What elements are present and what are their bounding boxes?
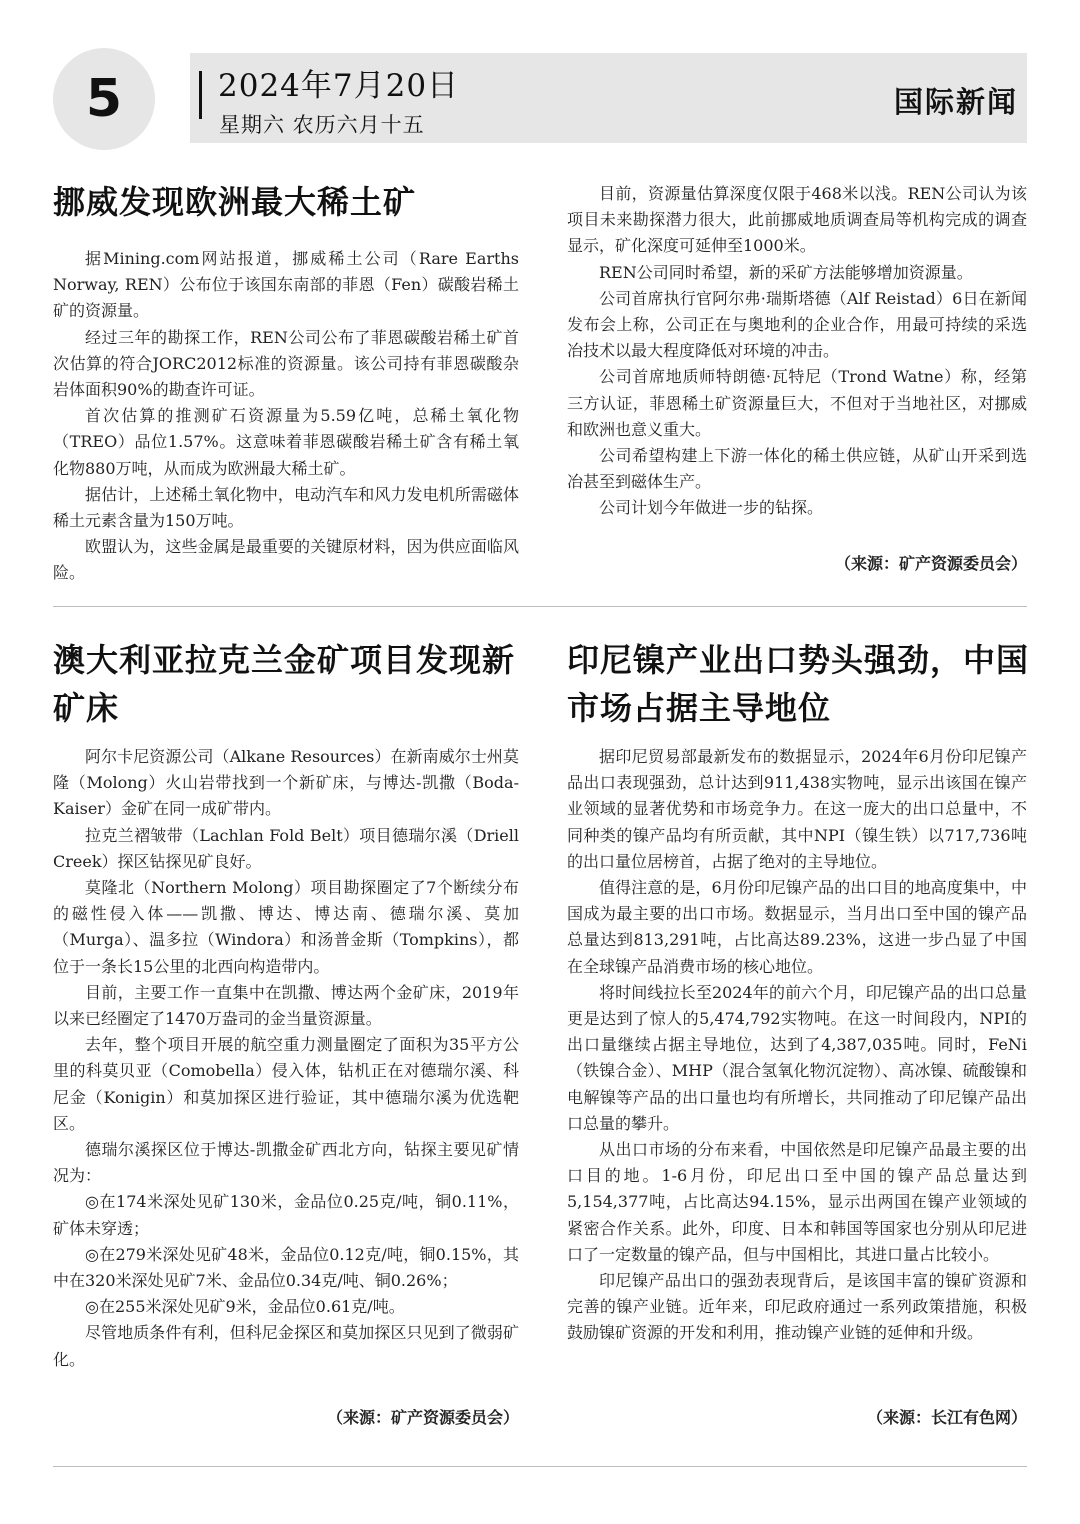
paragraph: 印尼镍产品出口的强劲表现背后，是该国丰富的镍矿资源和完善的镍产业链。近年来，印尼政府通过一系列政策措施，积极鼓励镍矿资源的开发和利用，推动镍产业链的延伸和升级。	[567, 1271, 1027, 1343]
paragraph: 拉克兰褶皱带（Lachlan Fold Belt）项目德瑞尔溪（Driell Creek）探区钻探见矿良好。	[53, 825, 519, 871]
page-number-badge	[53, 48, 155, 150]
paragraph: 莫隆北（Northern Molong）项目勘探圈定了7个断续分布的磁性侵入体——凯撒、博达、博达南、德瑞尔溪、莫加（Murga）、温多拉（Windora）和汤普金斯（Tompkins），都位于一条长15公里的北西向构造带内。	[53, 878, 519, 976]
paragraph: 去年，整个项目开展的航空重力测量圈定了面积为35平方公里的科莫贝亚（Comobella）侵入体，钻机正在对德瑞尔溪、科尼金（Konigin）和莫加探区进行验证，其中德瑞尔溪为优选靶区。	[53, 1035, 519, 1133]
article-body-norway-left	[53, 246, 519, 587]
paragraph: 值得注意的是，6月份印尼镍产品的出口目的地高度集中，中国成为最主要的出口市场。数据显示，当月出口至中国的镍产品总量达到813,291吨，占比高达89.23%，这进一步凸显了中国在全球镍产品消费市场的核心地位。	[567, 878, 1027, 976]
paragraph: 目前，主要工作一直集中在凯撒、博达两个金矿床，2019年以来已经圈定了1470万盎司的金当量资源量。	[53, 982, 519, 1029]
paragraph: 首次估算的推测矿石资源量为5.59亿吨，总稀土氧化物（TREO）品位1.57%。这意味着菲恩碳酸岩稀土矿含有稀土氧化物880万吨，从而成为欧洲最大稀土矿。	[53, 406, 519, 478]
section-name: 国际新闻	[893, 85, 1018, 119]
paragraph: 德瑞尔溪探区位于博达-凯撒金矿西北方向，钻探主要见矿情况为：	[53, 1140, 519, 1186]
paragraph: ◎在279米深处见矿48米，金品位0.12克/吨，铜0.15%，其中在320米深处见矿7米、金品位0.34克/吨、铜0.26%；	[53, 1244, 519, 1291]
paragraph: 公司计划今年做进一步的钻探。	[599, 498, 824, 518]
paragraph: REN公司同时希望，新的采矿方法能够增加资源量。	[599, 262, 973, 282]
article-source-indonesia: （来源：长江有色网）	[866, 1408, 1027, 1427]
article-title-norway: 挪威发现欧洲最大稀土矿	[53, 183, 417, 221]
article-body-indonesia	[567, 744, 1027, 1347]
page-number: 5	[85, 69, 123, 129]
paragraph: 目前，资源量估算深度仅限于468米以浅。REN公司认为该项目未来勘探潜力很大，此前挪威地质调查局等机构完成的调查显示，矿化深度可延伸至1000米。	[567, 184, 1027, 256]
paragraph: 公司首席地质师特朗德·瓦特尼（Trond Watne）称，经第三方认证，菲恩稀土矿资源量巨大，不但对于当地社区，对挪威和欧洲也意义重大。	[567, 367, 1027, 439]
paragraph: 经过三年的勘探工作，REN公司公布了菲恩碳酸岩稀土矿首次估算的符合JORC2012标准的资源量。该公司持有菲恩碳酸杂岩体面积90%的勘查许可证。	[53, 327, 519, 400]
paragraph: 据估计，上述稀土氧化物中，电动汽车和风力发电机所需磁体稀土元素含量为150万吨。	[53, 484, 519, 531]
article-title-indonesia: 印尼镍产业出口势头强劲，中国市场占据主导地位	[567, 641, 1030, 727]
footer-divider	[53, 1466, 1027, 1467]
article-source-norway: （来源：矿产资源委员会）	[834, 554, 1027, 573]
issue-weekday-lunar: 星期六 农历六月十五	[219, 113, 425, 137]
article-body-norway-right	[567, 181, 1027, 522]
section-divider	[53, 606, 1027, 607]
paragraph: 尽管地质条件有利，但科尼金探区和莫加探区只见到了微弱矿化。	[53, 1323, 519, 1369]
paragraph: 据印尼贸易部最新发布的数据显示，2024年6月份印尼镍产品出口表现强劲，总计达到911,438实物吨，显示出该国在镍产业领域的显著优势和市场竞争力。在这一庞大的出口总量中，不同种类的镍产品均有所贡献，其中NPI（镍生铁）以717,736吨的出口量位居榜首，占据了绝对的主导地位。	[567, 747, 1027, 871]
paragraph: 公司希望构建上下游一体化的稀土供应链，从矿山开采到选冶甚至到磁体生产。	[567, 446, 1027, 492]
paragraph: 公司首席执行官阿尔弗·瑞斯塔德（Alf Reistad）6日在新闻发布会上称，公司正在与奥地利的企业合作，用最可持续的采选冶技术以最大程度降低对环境的冲击。	[567, 288, 1027, 361]
paragraph: ◎在174米深处见矿130米，金品位0.25克/吨，铜0.11%，矿体未穿透；	[53, 1192, 519, 1238]
paragraph: ◎在255米深处见矿9米，金品位0.61克/吨。	[85, 1297, 405, 1317]
paragraph: 将时间线拉长至2024年的前六个月，印尼镍产品的出口总量更是达到了惊人的5,474,792实物吨。在这一时间段内，NPI的出口量继续占据主导地位，达到了4,387,035吨。同时，FeNi（铁镍合金）、MHP（混合氢氧化物沉淀物）、高冰镍、硫酸镍和电解镍等产品的出口量也均有所增长，共同推动了印尼镍产品出口总量的攀升。	[567, 982, 1027, 1133]
header-divider	[199, 71, 202, 119]
article-title-australia: 澳大利亚拉克兰金矿项目发现新矿床	[53, 641, 516, 727]
paragraph: 欧盟认为，这些金属是最重要的关键原材料，因为供应面临风险。	[53, 537, 519, 583]
issue-date: 2024年7月20日	[218, 68, 460, 104]
paragraph: 从出口市场的分布来看，中国依然是印尼镍产品最主要的出口目的地。1-6月份，印尼出口至中国的镍产品总量达到5,154,377吨，占比高达94.15%，显示出两国在镍产业领域的紧密合作关系。此外，印度、日本和韩国等国家也分别从印尼进口了一定数量的镍产品，但与中国相比，其进口量占比较小。	[567, 1140, 1027, 1264]
paragraph: 阿尔卡尼资源公司（Alkane Resources）在新南威尔士州莫隆（Molong）火山岩带找到一个新矿床，与博达-凯撒（Boda-Kaiser）金矿在同一成矿带内。	[53, 747, 519, 819]
article-source-australia: （来源：矿产资源委员会）	[326, 1408, 519, 1427]
article-body-australia	[53, 744, 519, 1373]
paragraph: 据Mining.com网站报道，挪威稀土公司（Rare Earths Norway, REN）公布位于该国东南部的菲恩（Fen）碳酸岩稀土矿的资源量。	[53, 249, 519, 321]
